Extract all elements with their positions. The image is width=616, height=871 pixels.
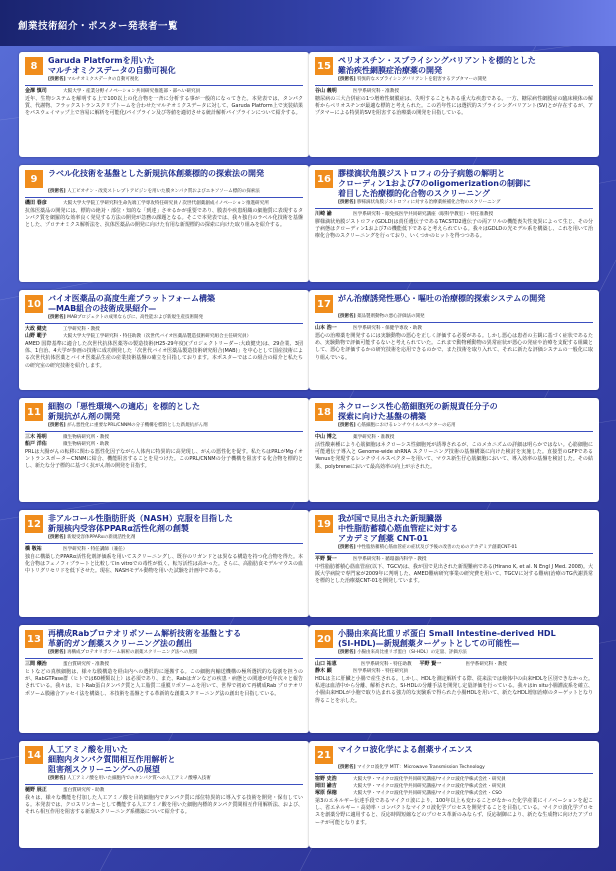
presenter-affiliation: 大阪大学・産業分野イノベーション共同研究推進部・部へい研究員 bbox=[63, 89, 201, 94]
tech-name bbox=[19, 189, 309, 196]
tech-value: 新規受容体PPARαの新規活性化剤 bbox=[67, 535, 136, 540]
card-header bbox=[19, 625, 309, 650]
poster-card-17 bbox=[309, 290, 599, 390]
divider bbox=[315, 322, 593, 323]
divider bbox=[25, 784, 303, 785]
presenter bbox=[315, 776, 593, 783]
presenter-name: 三間 穣治 bbox=[25, 661, 47, 667]
presenter-list bbox=[19, 546, 309, 553]
poster-title: 膠様滴状角膜ジストロフィの分子病態の解明と クローディン1および7のoligomerizationの制御に 着目した治療標的化合物のスクリーニング bbox=[338, 169, 531, 198]
tech-value: 特異的なスプライシングバリアントを阻害するアプタマーの開発 bbox=[357, 77, 487, 82]
tech-label: [技術名] bbox=[338, 423, 356, 428]
poster-description: 膠様滴状角膜ジストロフィ(GDLD)は責任遺伝子であるTACSTD2遺伝子の両アリルの機能喪失性変異によって生じ、その分子病態はクローディン1および7の機能低下であると考えられている。我々はGDLDの光モデル系を構築し、これを用いて治療化合物のスクリーニングを行っており、いくつかのヒットを得つつある。 bbox=[315, 219, 593, 240]
poster-description: 中性脂肪蓄積心筋血管症(以下、TGCV)は、我が国で見出された新規難病である(Hirano K, et al. N Engl J Med. 2008)。大阪大学病院で専門家が2009年に判明した、AMED難病研究事業の研究費を用いて、TGCVに対する難病(治療のTG代謝異常を標的とした治療薬CNT-01を開発しています。 bbox=[315, 564, 593, 585]
tech-value: 薬品製剤動物の悪心評価法の開発 bbox=[357, 314, 425, 319]
presenter-name: 磯田 春彦 bbox=[25, 200, 47, 206]
poster-description: 我々は、様々な機能を付加した人工アミノ酸を目的細胞内でタンパク質に部位特異的に導入する技術を開発・保有している。本発表では、クロスリンカーとして機能する人工アミノ酸を用いた細胞内標的タンパク質間相互作用解析法、および、それら相互作用を阻害する新規スクリーニング系構築について紹介する。 bbox=[25, 795, 303, 816]
card-header bbox=[309, 165, 599, 200]
card-header bbox=[19, 741, 309, 776]
presenter-list bbox=[19, 787, 309, 794]
tech-value: 膠様滴状角膜ジストロフィに対する治療薬候補化合物のスクリーニング bbox=[357, 200, 501, 205]
presenter-name: 金澤 慎司 bbox=[25, 88, 47, 94]
poster-card-15 bbox=[309, 52, 599, 157]
tech-label: [技術名] bbox=[338, 765, 356, 770]
left-column bbox=[19, 52, 309, 856]
presenter-name: 塚原 保徳 bbox=[315, 790, 337, 796]
divider bbox=[25, 323, 303, 324]
tech-label: [技術名] bbox=[48, 535, 66, 540]
presenter-name: 三木 裕明 bbox=[25, 434, 47, 440]
presenter-name: 船戸 洋佑 bbox=[25, 441, 47, 447]
presenter-affiliation: 大阪大学大学院工学研究科生命先端工学専攻特任研究員 / 次世代創薬創成イノベーション推進研究所 bbox=[63, 201, 269, 206]
presenter-affiliation: 医学研究科・特任講師（兼任） bbox=[63, 547, 128, 552]
poster-title: 細胞の「悪性環境への適応」を標的とした 新規抗がん剤の開発 bbox=[48, 402, 200, 421]
tech-label: [技術名] bbox=[338, 77, 356, 82]
presenter-affiliation: 医学系研究科・特任助教 bbox=[361, 662, 412, 667]
presenter bbox=[25, 200, 303, 207]
poster-card-12 bbox=[19, 510, 309, 617]
poster-description: 糖尿病の三大合併症の1つ増殖性網膜症は、失明することもある重大な疾患である。一方、糖尿病性網膜症の臨床検体の解析からペリオスチンが最適な標的と考えられた。この若年性には選択的スプライシングバリアント(SV)とが存在するが、アプタマーによる特異的SVを阻害する治療薬の開発を目指している。 bbox=[315, 96, 593, 117]
presenter-list bbox=[309, 556, 599, 563]
presenter-list bbox=[19, 88, 309, 95]
poster-title: 我が国で見出された新規臓器 中性脂肪蓄積心筋血管症に対する アカデミア創薬 CNT-01 bbox=[338, 514, 458, 543]
poster-title: Garuda Platformを用いた マルチオミクスデータの自動可視化 bbox=[48, 56, 176, 75]
tech-value: マイクロ波化学 MTT：Microwave Transmission Technology bbox=[357, 765, 485, 770]
poster-card-13 bbox=[19, 625, 309, 733]
presenter-affiliation: 医学系研究科・循環器内科学・教授 bbox=[353, 557, 427, 562]
card-header bbox=[309, 52, 599, 77]
tech-name bbox=[19, 315, 309, 322]
divider bbox=[315, 85, 593, 86]
presenter-affiliation: 微生物病研究所・教授 bbox=[63, 435, 109, 440]
poster-number-badge: 19 bbox=[315, 515, 333, 533]
presenter-name: 山野 範子 bbox=[25, 333, 47, 339]
card-header bbox=[309, 398, 599, 423]
poster-title: 再構成Rabプロテオリポソーム解析技術を基盤とする 革新的ガン創薬スクリーニング法の創出 bbox=[48, 629, 242, 648]
divider bbox=[315, 208, 593, 209]
presenter-name: 岡田 諭吉 bbox=[315, 783, 337, 789]
presenter-name: 橋 敬祐 bbox=[25, 546, 42, 552]
tech-name bbox=[309, 545, 599, 552]
poster-card-16 bbox=[309, 165, 599, 282]
poster-title: マイクロ波化学による創薬サイエンス bbox=[338, 745, 473, 754]
presenter bbox=[25, 326, 303, 333]
poster-title: ペリオスチン・スプライシングバリアントを標的とした 難治疾性網膜症治療薬の開発 bbox=[338, 56, 536, 75]
presenter-affiliation: 医学系研究科・教授 bbox=[465, 662, 507, 667]
presenter-affiliation: 医学系研究科・眼免疫医学共同研究講座（眼科学教室）・特任准教授 bbox=[353, 212, 494, 217]
presenter-affiliation: 蛋白質研究所・准教授 bbox=[63, 662, 109, 667]
card-header bbox=[19, 290, 309, 315]
page-header bbox=[0, 0, 616, 46]
presenter-affiliation: 医学系研究科・准教授 bbox=[353, 89, 399, 94]
presenter-name: 谷山 義明 bbox=[315, 88, 337, 94]
poster-number-badge: 9 bbox=[25, 170, 43, 188]
presenter-name: 樋野 展正 bbox=[25, 787, 47, 793]
presenter-list bbox=[19, 200, 309, 207]
card-header bbox=[19, 398, 309, 423]
tech-label: [技術名] bbox=[48, 650, 66, 655]
poster-title: ラベル化技術を基盤とした新規抗体創薬標的の探索法の開発 bbox=[48, 169, 264, 178]
poster-number-badge: 11 bbox=[25, 403, 43, 421]
presenter-name: 山本 浩一 bbox=[315, 325, 337, 331]
presenter bbox=[315, 325, 593, 332]
presenter-name: 静木 顕 bbox=[315, 668, 332, 674]
presenter bbox=[315, 668, 593, 675]
divider bbox=[315, 658, 593, 659]
poster-title: がん治療誘発性悪心・嘔吐の治療標的探索システムの開発 bbox=[338, 294, 546, 303]
presenter bbox=[25, 787, 303, 794]
presenter-list bbox=[19, 326, 309, 340]
poster-number-badge: 12 bbox=[25, 515, 43, 533]
poster-card-21 bbox=[309, 741, 599, 848]
poster-description: 悪心の治療薬を開発するには実験動物の悪心を正しく評価する必要がある。しかし悪心は患者の主観に基づく症状であるため、実験動物で評価可能するないと考えられていた。これまで動物種動物の異常症状が悪心の発症や治療を支配する組織として、悪心を評価するかの研究技術を応用できるのかで、また技術を取り入れて、それに新たな評価システムの一般化に取り組んでいる。 bbox=[315, 333, 593, 361]
presenter-name: 山口 祐恵 bbox=[315, 661, 337, 667]
presenter bbox=[315, 211, 593, 218]
poster-description: 第3のエネルギー伝達手段であるマイクロ波により、100年以上も変わることがなかった化学産業にイノベーションを起こし、省エネルギー・高効率・コンパクトなマイクロ波化学プロセスを開発することを目指している。マイクロ波化学プロセスを創薬分野に適用すると、反応時間短縮などのプロセス革新のみならず、反応制御により、新たな生成物に向けたアプローチが可能となります。 bbox=[315, 798, 593, 826]
tech-name bbox=[309, 314, 599, 321]
presenter-affiliation: 大阪大学大学院工学研究科・特任助教（次世代バイオ医薬品製造技術研究組合主任研究員） bbox=[63, 334, 252, 339]
presenter bbox=[25, 434, 303, 441]
poster-number-badge: 14 bbox=[25, 746, 43, 764]
poster-card-18 bbox=[309, 398, 599, 502]
presenter-affiliation: 蛋白質研究所・助教 bbox=[63, 788, 105, 793]
tech-name bbox=[309, 650, 599, 657]
poster-card-10 bbox=[19, 290, 309, 390]
presenter bbox=[315, 783, 593, 790]
poster-title: ネクローシス性心筋細胞死の新規責任分子の 探索に向けた基盤の構築 bbox=[338, 402, 498, 421]
tech-value: 人工ビオチン・改変ストレプトアビジンを用いた膜タンパク質およびエキソソーム標的の探索法 bbox=[67, 189, 260, 194]
presenter-affiliation: 薬学研究科・准教授 bbox=[353, 435, 395, 440]
presenter bbox=[25, 333, 303, 340]
presenter-affiliation: 工学研究科・教授 bbox=[63, 327, 100, 332]
tech-label: [技術名] bbox=[48, 189, 66, 194]
divider bbox=[25, 658, 303, 659]
poster-title: 小腸由来高比重リポ蛋白 Small Intestine-derived HDL (SI-HDL)—新規創薬ターゲットとしての可能性— bbox=[338, 629, 556, 648]
tech-value: 人工アミノ酸を用いた細胞内でのタンパク質への人工アミノ酸導入技術 bbox=[67, 776, 211, 781]
tech-name bbox=[309, 765, 599, 772]
presenter-list bbox=[309, 211, 599, 218]
presenter bbox=[315, 556, 593, 563]
tech-name bbox=[19, 423, 309, 430]
tech-value: がん悪性化に重要なPRL/CNNMの分子機構を標的とした新規抗がん剤 bbox=[67, 423, 208, 428]
presenter-name: 大政 健史 bbox=[25, 326, 47, 332]
tech-name bbox=[19, 535, 309, 542]
poster-number-badge: 20 bbox=[315, 630, 333, 648]
presenter-list bbox=[309, 88, 599, 95]
card-header bbox=[309, 290, 599, 314]
presenter bbox=[25, 88, 303, 95]
tech-name bbox=[19, 776, 309, 783]
poster-card-8 bbox=[19, 52, 309, 157]
presenter-affiliation: 医学系研究科・特任研究員 bbox=[353, 669, 409, 674]
card-header bbox=[19, 52, 309, 77]
presenter-list bbox=[19, 661, 309, 668]
divider bbox=[25, 85, 303, 86]
presenter-list bbox=[19, 434, 309, 448]
presenter-affiliation: 大阪大学・マイクロ波化学共同研究講座/マイクロ波化学株式会社・研究員 bbox=[353, 784, 506, 789]
divider bbox=[315, 553, 593, 554]
poster-description: HDLは主に肝臓と小腸で産生される。しかし、HDLを測定解析する際、従来法では検体中の由来HDLを区別できなかった。私達は血清中から分離、解析された、SI-HDLの分離手法を開発し定量評価を行っている。我々はin situ小腸灌流系を確立、小腸由来HDLが小胞で取り込まれる強力的な実験系で得られた小腸HDLを用いて、新たなHDL増加治療のターゲットとなり得ることを示した。 bbox=[315, 676, 593, 704]
poster-description: 近年、生物システムを解明する上で100以上の化合物を一斉に分析する事が一般的になってきた。本発表では、タンパク質、代謝物、フラックストランスクリプトームを合わせたマルチオミクスデータに対して、Garuda Platform上で実装結果をパスウェイマップ上で容易に解析を可能化/パイプライン及び等値を適切させる統計解析パイプラインについて紹介する。 bbox=[25, 96, 303, 117]
presenter-list bbox=[309, 661, 599, 675]
page-title: 創業技術紹介・ポスター発表者一覧 bbox=[18, 21, 179, 32]
poster-number-badge: 17 bbox=[315, 295, 333, 313]
presenter-list bbox=[309, 325, 599, 332]
tech-value: 再構成プロテオリポソーム解析の創薬スクリーニング法への展開 bbox=[67, 650, 198, 655]
card-header bbox=[19, 510, 309, 535]
card-header bbox=[309, 625, 599, 650]
tech-name bbox=[19, 650, 309, 657]
card-header bbox=[19, 165, 309, 189]
divider bbox=[25, 431, 303, 432]
tech-label: [技術名] bbox=[338, 545, 356, 550]
tech-value: 心筋細胞におけるレンチウイルスベクターの応用 bbox=[357, 423, 456, 428]
card-header bbox=[309, 510, 599, 545]
tech-value: 中性脂肪蓄積心筋血管症の症状及び予後の改善のためのアカデミア創薬CNT-01 bbox=[357, 545, 518, 550]
poster-description: 独自に構築したPPARα活性化剤評価系を用いてスクリーニングし、既存のリガンドとは異なる構造を持つ化合物を得た。本化合物はフェノフィブラートと比較してin vitroでの毒性が低く、転写活性は高かった。さらに、高脂肪食モデルマウスの血中トリグリセリドを低下させた。現在、NASHモデル動物を用いた試験を計画中である。 bbox=[25, 554, 303, 575]
poster-title: 非アルコール性脂肪肝炎（NASH）克服を目指した 新規核内受容体PPARα活性化剤の創製 bbox=[48, 514, 233, 533]
presenter-affiliation: 大阪大学・マイクロ波化学共同研究講座/マイクロ波化学株式会社・研究員 bbox=[353, 777, 506, 782]
poster-description: 抗体医薬品の開発には、標的の絶対・部位・知的な「到達」させるかが重要であり、膜表や疾患組織の細胞質に表現するタンパク質を網羅的な効率良く発見する方法の開発が急務の課題となる。そこで本発表では、我々独自のラベル化技術を基盤とした、プロテオミクス解析法を、抗体医薬品の開発に向けた有用な新規標的の探索に向けた取り組みを紹介する。 bbox=[25, 208, 303, 229]
poster-number-badge: 10 bbox=[25, 295, 43, 313]
tech-label: [技術名] bbox=[48, 423, 66, 428]
card-header bbox=[309, 741, 599, 765]
divider bbox=[315, 431, 593, 432]
tech-label: [技術名] bbox=[338, 314, 356, 319]
tech-label: [技術名] bbox=[48, 77, 66, 82]
presenter-name: 平野 賢一 bbox=[419, 661, 442, 667]
poster-number-badge: 21 bbox=[315, 746, 333, 764]
poster-description: AMED 国際基準に適合した次世代抗体医薬等の製造技術(H25-29年度)(プロジェクトリーダー:大政健史)は、29企業、3団体、1自治、4大学が参画の技術に成功開発した「次世代バイオ医薬品製造技術研究組合(MAB)」を中心として国産技術による次世代抗体医薬とバイオ医薬品生産の産業技術基盤の確立を目指しております。本ポスターではこの組合の紹介と私たちの研究室の研究技術を紹介します。 bbox=[25, 341, 303, 369]
presenter bbox=[25, 441, 303, 448]
presenter-name: 中山 博之 bbox=[315, 434, 337, 440]
tech-value: 小腸由来高比重リポ蛋白（SI-HDL）の定量、評価方法 bbox=[357, 650, 467, 655]
presenter-list bbox=[309, 434, 599, 441]
tech-label: [技術名] bbox=[48, 315, 66, 320]
tech-value: マルチオミクスデータの自動可視化 bbox=[67, 77, 139, 82]
poster-number-badge: 13 bbox=[25, 630, 43, 648]
presenter-affiliation: 大阪大学・マイクロ波化学共同研究講座/マイクロ波化学株式会社・CSO bbox=[353, 791, 502, 796]
poster-description: 活性酸素種により心筋細胞はネクローシス性細胞死が誘導されるが、このメカニズムの詳細は明らかではない。心筋細胞に可能遺伝子導入と Genome-wide shRNA スクリーニング技術の基盤構築に向けた検討を実施した。直接型のGFPであるVenusを発現するレンチウイルスベクターを用いて、マウス新生仔心筋細胞において、導入効率の基盤を検討した。その結果、polybreneにおいて最高効率の向上が示された。 bbox=[315, 442, 593, 470]
presenter-affiliation: 医学系研究科・保健学専攻・助教 bbox=[353, 326, 422, 331]
tech-name bbox=[309, 423, 599, 430]
divider bbox=[25, 197, 303, 198]
presenter bbox=[315, 661, 593, 668]
presenter-name: 宿野 史浩 bbox=[315, 776, 337, 782]
presenter bbox=[315, 88, 593, 95]
presenter bbox=[25, 661, 303, 668]
poster-card-14 bbox=[19, 741, 309, 848]
divider bbox=[315, 773, 593, 774]
poster-number-badge: 16 bbox=[315, 170, 333, 188]
tech-name bbox=[309, 200, 599, 207]
presenter-list bbox=[309, 776, 599, 797]
poster-number-badge: 8 bbox=[25, 57, 43, 75]
divider bbox=[25, 543, 303, 544]
poster-number-badge: 18 bbox=[315, 403, 333, 421]
poster-description: ヒトなどの真核細胞は、様々な膜構造を経由内への選択的に運搬する。この細胞内輸送機構の極所選択的な役割を担うのが、RabGTPase群（ヒトでは60種類以上）は必須であり、また、Rabはガンなどの疾患・病態との関連が近年次々と報告されている。我々は、ヒトRab蛋白タンパク質と人工脂質二重膜リポソームを用いて、世界で初めて再構成Rab プロテオリポソーム膜融合アッセイ法を構築し、本技術を基盤とする革新的な創薬スクリーニング法の創出を目指している。 bbox=[25, 669, 303, 697]
tech-name bbox=[19, 77, 309, 84]
poster-card-20 bbox=[309, 625, 599, 733]
poster-title: 人工アミノ酸を用いた 細胞内タンパク質間相互作用解析と 阻害剤スクリーニングへの展望 bbox=[48, 745, 176, 774]
presenter bbox=[315, 790, 593, 797]
tech-label: [技術名] bbox=[338, 650, 356, 655]
poster-card-9 bbox=[19, 165, 309, 282]
presenter bbox=[25, 546, 303, 553]
poster-card-19 bbox=[309, 510, 599, 617]
poster-description: PRLは大腸がんの転移に関わる悪性化因子ながら人体内に特異的に高発現し、がんの悪性化を促す。私たちはPRLがMgイオントランスポーターCNNMに結合、機能阻害することを見つけた。このPRL/CNNMの分子機構を阻害する化合物を標的とし、新たな分子標的に基づく抗がん剤の開発を目指す。 bbox=[25, 449, 303, 470]
presenter-affiliation: 微生物病研究所・助教 bbox=[63, 442, 109, 447]
right-column bbox=[309, 52, 599, 856]
presenter-name: 川崎 諭 bbox=[315, 211, 332, 217]
poster-title: バイオ医薬品の高度生産プラットフォーム構築 —MAB組合の技術成果紹介— bbox=[48, 294, 215, 313]
tech-value: MABプロジェクトの成果ならびに、高性能および新規生産技術開発 bbox=[67, 315, 204, 320]
presenter bbox=[315, 434, 593, 441]
presenter-name: 平野 賢一 bbox=[315, 556, 337, 562]
tech-name bbox=[309, 77, 599, 84]
poster-number-badge: 15 bbox=[315, 57, 333, 75]
tech-label: [技術名] bbox=[338, 200, 356, 205]
poster-card-11 bbox=[19, 398, 309, 502]
tech-label: [技術名] bbox=[48, 776, 66, 781]
